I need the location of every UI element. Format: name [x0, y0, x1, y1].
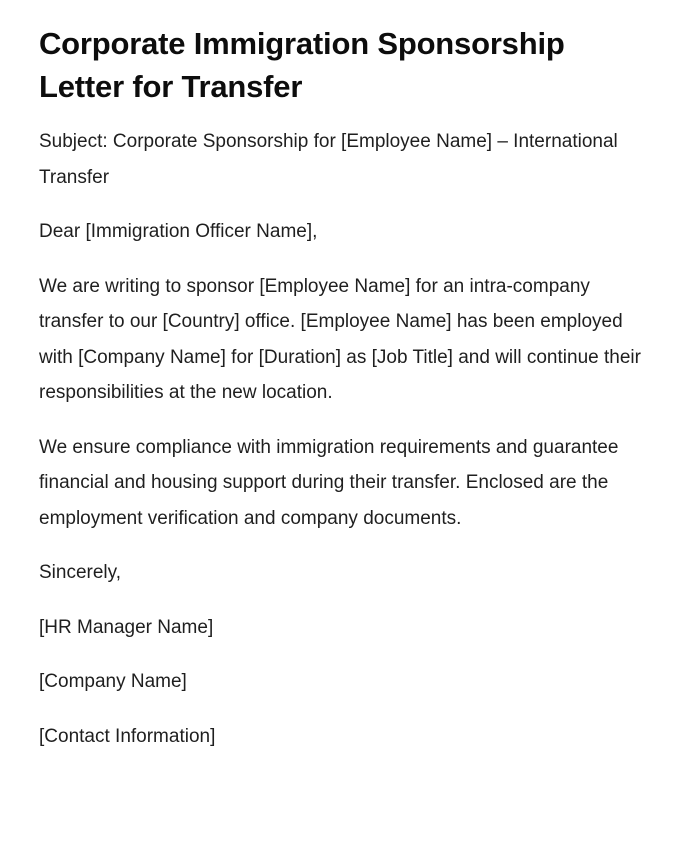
closing-salutation: Sincerely, — [39, 562, 122, 583]
page-title: Corporate Immigration Sponsorship Letter for Transfer — [39, 26, 565, 104]
subject-line: Subject: Corporate Sponsorship for [Employee Name] – International Transfer — [39, 131, 618, 188]
body-paragraph-2: We ensure compliance with immigration requirements and guarantee financial and housing support during their transfer. Enclosed are the employment verification and company documents. — [39, 436, 619, 529]
salutation: Dear [Immigration Officer Name], — [39, 221, 318, 242]
signature-company-name: [Company Name] — [39, 671, 187, 692]
signature-hr-manager-name: [HR Manager Name] — [39, 616, 214, 638]
signature-contact-information: [Contact Information] — [39, 725, 216, 747]
body-paragraph-1: We are writing to sponsor [Employee Name] for an intra-company transfer to our [Country] office. [Employee Name] has been employed with [Company Name] for [Duration] as [Job Title] and will continue their responsibilities at the new location. — [39, 275, 641, 403]
